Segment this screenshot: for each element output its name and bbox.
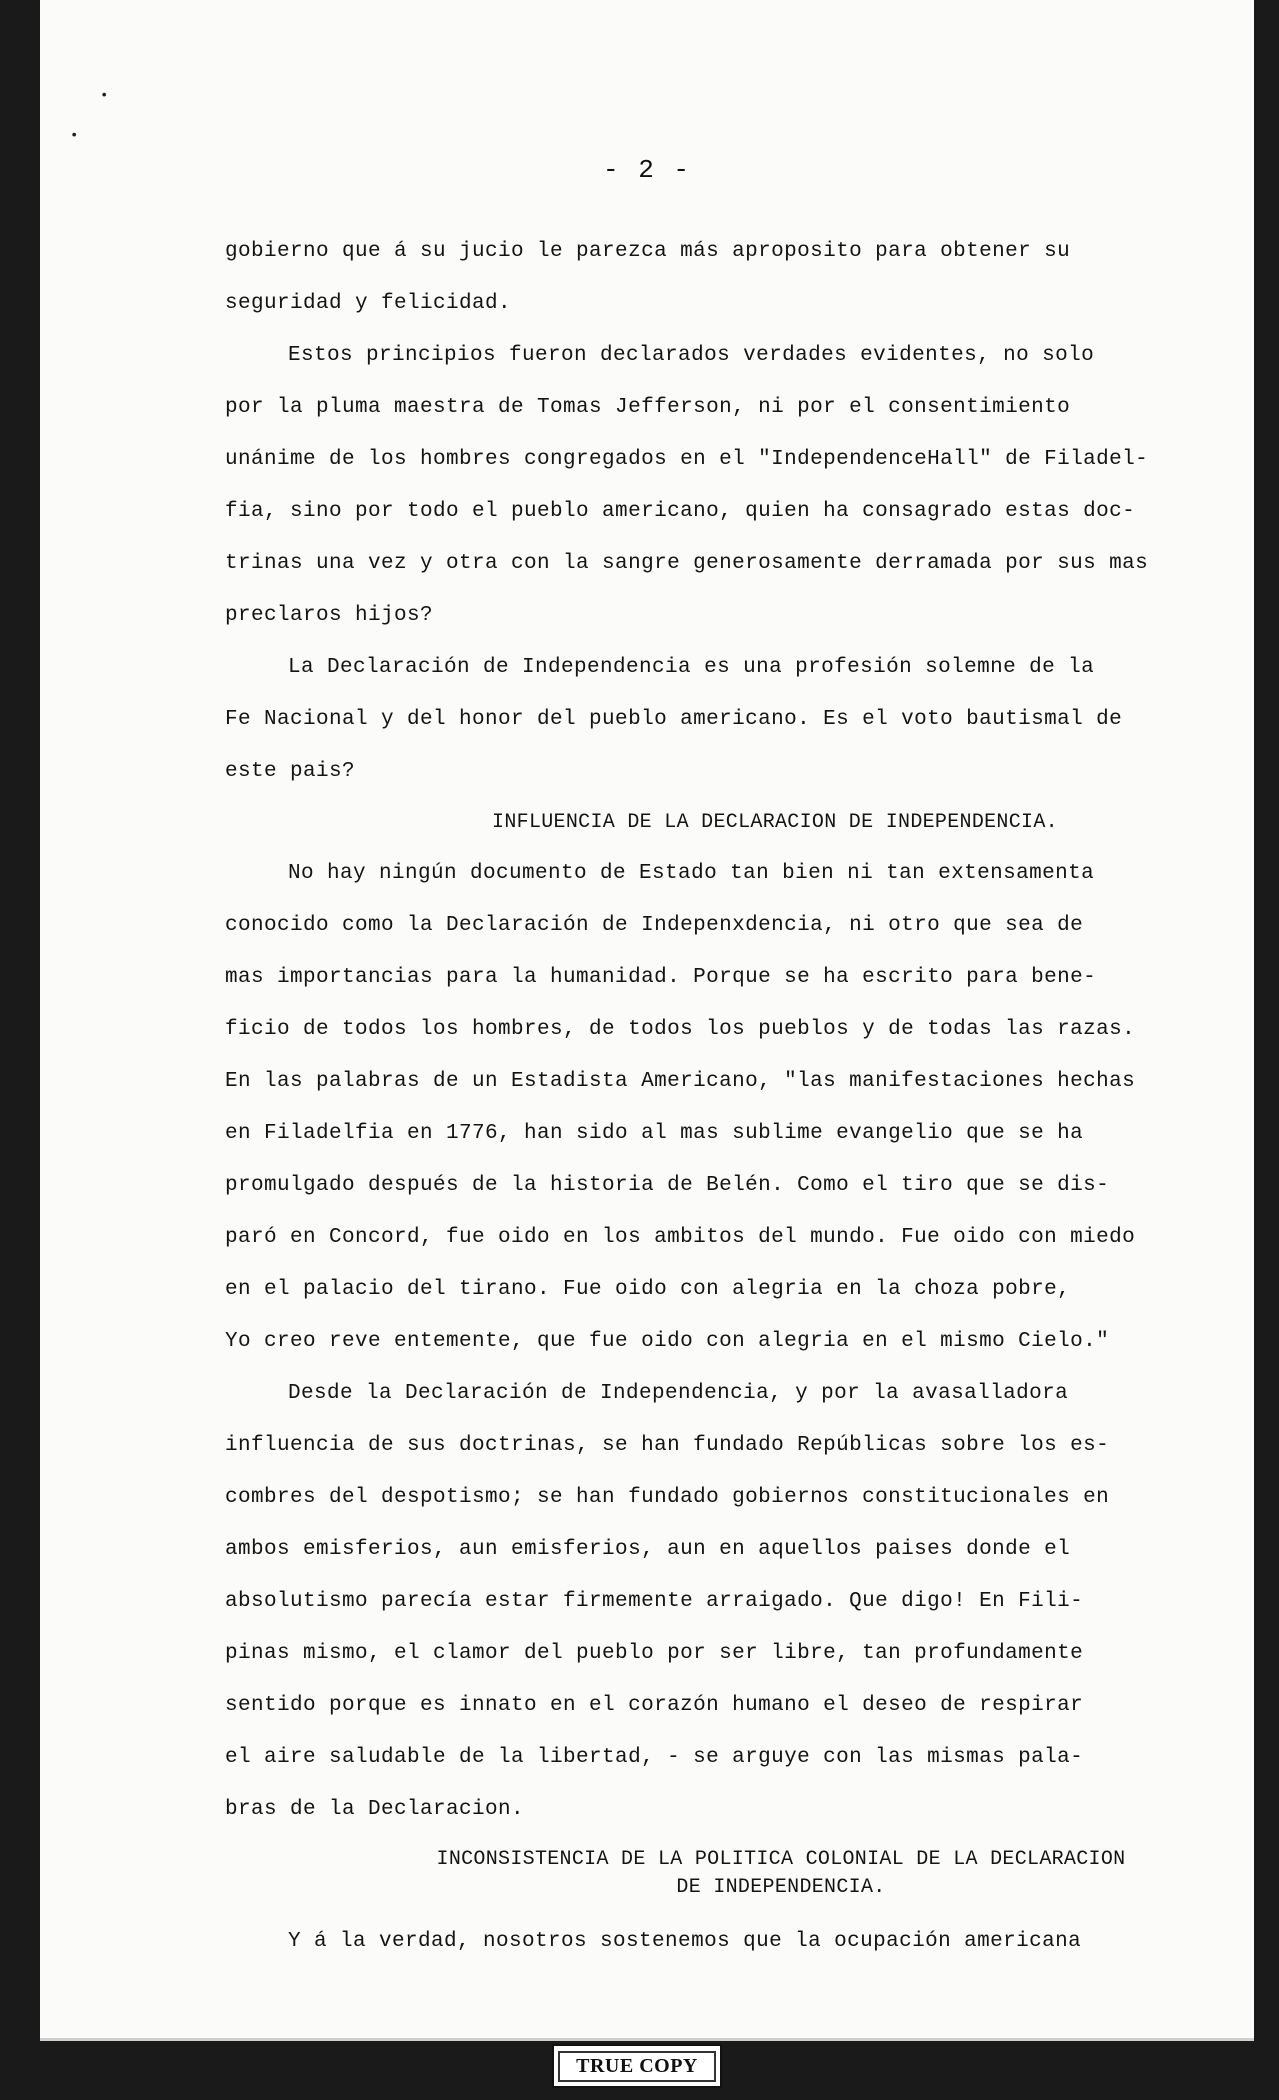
text-line: preclaros hijos? (225, 604, 434, 627)
text-line: seguridad y felicidad. (225, 292, 512, 315)
text-line: En las palabras de un Estadista Americano, "las manifestaciones hechas (225, 1070, 1136, 1093)
paragraph (225, 226, 1185, 330)
text-line: pinas mismo, el clamor del pueblo por ser libre, tan profundamente (225, 1642, 1084, 1665)
text-line: No hay ningún documento de Estado tan bien ni tan extensamenta (288, 862, 1095, 885)
paragraph (225, 848, 1185, 1368)
page-number: - 2 - (602, 155, 691, 185)
text-line: absolutismo parecía estar firmemente arraigado. Que digo! En Fili- (225, 1590, 1084, 1613)
text-line: gobierno que á su jucio le parezca más aproposito para obtener su (225, 240, 1071, 263)
scan-speck-mark: • (70, 128, 79, 144)
text-line: bras de la Declaracion. (225, 1798, 525, 1821)
paragraph (225, 1916, 1185, 1968)
text-line: Estos principios fueron declarados verdades evidentes, no solo (288, 344, 1095, 367)
text-line: promulgado después de la historia de Belén. Como el tiro que se dis- (225, 1174, 1110, 1197)
text-line: Y á la verdad, nosotros sostenemos que la ocupación americana (288, 1930, 1082, 1953)
section-heading (421, 1836, 1141, 1916)
text-line: Yo creo reve entemente, que fue oido con alegria en el mismo Cielo." (225, 1330, 1110, 1353)
text-line: Desde la Declaración de Independencia, y por la avasalladora (288, 1382, 1069, 1405)
text-line: influencia de sus doctrinas, se han fundado Repúblicas sobre los es- (225, 1434, 1110, 1457)
text-line: La Declaración de Independencia es una profesión solemne de la (288, 656, 1095, 679)
text-line: ambos emisferios, aun emisferios, aun en aquellos paises donde el (225, 1538, 1071, 1561)
typed-text-body (225, 226, 1185, 1968)
text-line: mas importancias para la humanidad. Porque se ha escrito para bene- (225, 966, 1097, 989)
text-line: en Filadelfia en 1776, han sido al mas sublime evangelio que se ha (225, 1122, 1084, 1145)
text-line: fia, sino por todo el pueblo americano, quien ha consagrado estas doc- (225, 500, 1136, 523)
paragraph (225, 330, 1185, 642)
text-line: por la pluma maestra de Tomas Jefferson, ni por el consentimiento (225, 396, 1071, 419)
text-line: trinas una vez y otra con la sangre generosamente derramada por sus mas (225, 552, 1149, 575)
section-heading: INFLUENCIA DE LA DECLARACION DE INDEPENDENCIA. (492, 811, 1058, 834)
text-line: conocido como la Declaración de Indepenxdencia, ni otro que sea de (225, 914, 1084, 937)
heading-line: INCONSISTENCIA DE LA POLITICA COLONIAL DE LA DECLARACION (436, 1848, 1126, 1871)
document-page (40, 0, 1254, 2041)
paragraph (225, 642, 1185, 798)
text-line: combres del despotismo; se han fundado gobiernos constitucionales en (225, 1486, 1110, 1509)
text-line: paró en Concord, fue oido en los ambitos del mundo. Fue oido con miedo (225, 1226, 1136, 1249)
text-line: sentido porque es innato en el corazón humano el deseo de respirar (225, 1694, 1084, 1717)
text-line: Fe Nacional y del honor del pueblo americano. Es el voto bautismal de (225, 708, 1123, 731)
stamp-label: TRUE COPY (558, 2051, 716, 2082)
paragraph (225, 1368, 1185, 1836)
text-line: este pais? (225, 760, 356, 783)
text-line: el aire saludable de la libertad, - se arguye con las mismas pala- (225, 1746, 1084, 1769)
text-line: unánime de los hombres congregados en el "IndependenceHall" de Filadel- (225, 448, 1149, 471)
scan-speck-mark: • (100, 88, 109, 104)
text-line: en el palacio del tirano. Fue oido con alegria en la choza pobre, (225, 1278, 1071, 1301)
heading-line: DE INDEPENDENCIA. (676, 1876, 886, 1899)
text-line: ficio de todos los hombres, de todos los pueblos y de todas las razas. (225, 1018, 1136, 1041)
true-copy-stamp (552, 2044, 722, 2088)
